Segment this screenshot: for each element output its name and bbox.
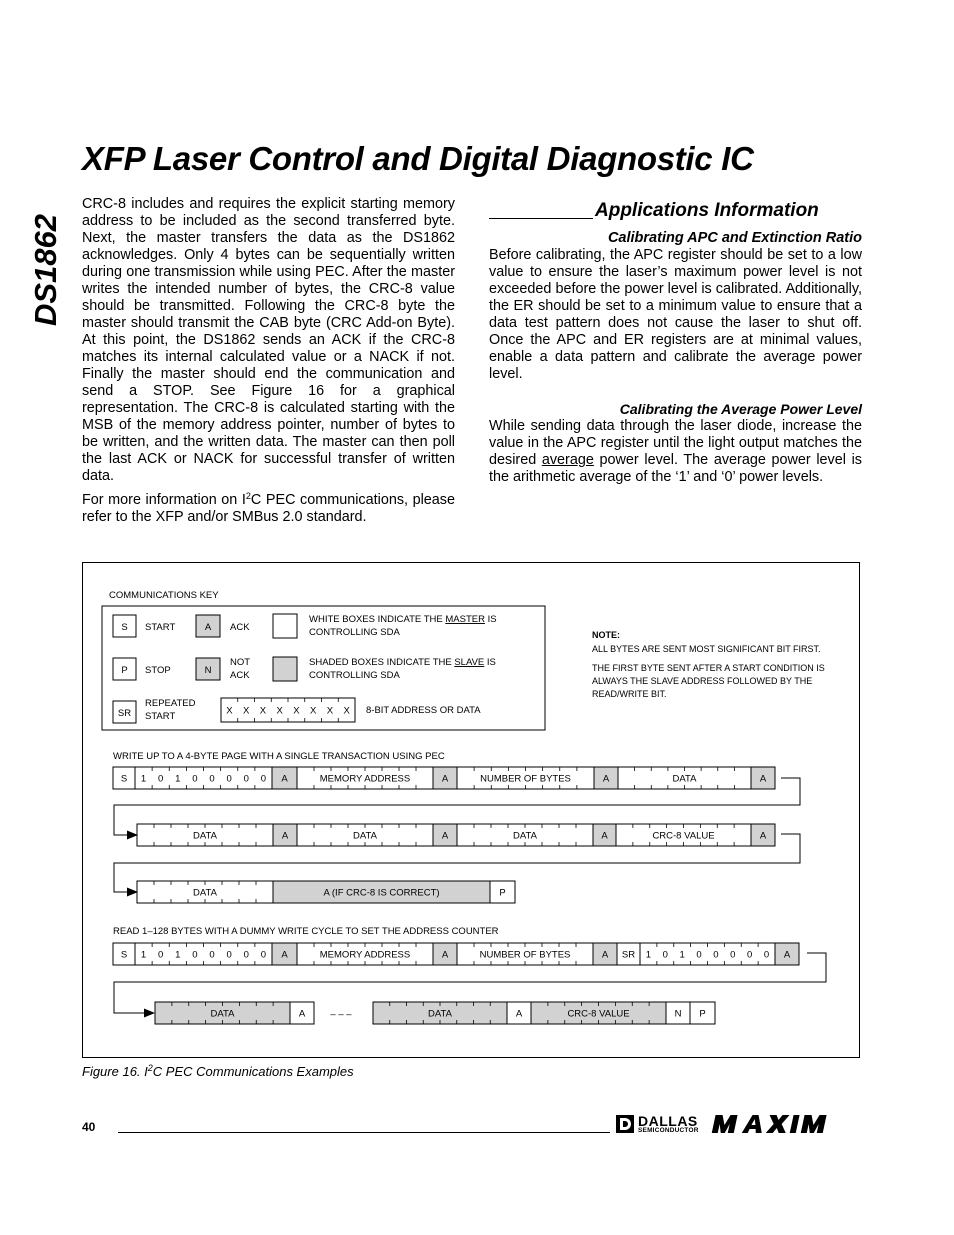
write-data-3-label: DATA — [353, 830, 377, 842]
key-stop-box-text: P — [121, 665, 128, 676]
write-stop-label: P — [499, 887, 506, 899]
subheading-apc-er: Calibrating APC and Extinction Ratio — [607, 230, 862, 246]
more-info-paragraph: For more information on $I^2C$ PEC communications, please refer to the XFP and/or SMBus 2.0 standard. — [82, 491, 456, 525]
key-white-box — [273, 614, 297, 638]
note-line-3: ALWAYS THE SLAVE ADDRESS FOLLOWED BY THE — [592, 676, 813, 686]
write-data-4-label: DATA — [513, 830, 537, 842]
arrow-write-2 — [127, 888, 138, 897]
write-ack-3-label: A — [602, 773, 610, 785]
read-data-1-label: DATA — [210, 1008, 235, 1020]
write-ack-8-label: A — [759, 830, 767, 842]
write-slave-address-bit: 0 — [192, 773, 198, 785]
key-sr-label-1: REPEATED — [145, 698, 196, 709]
key-8bit-x: X — [276, 705, 283, 717]
read-slave-address-read-bit: 0 — [696, 949, 702, 961]
read-slave-address-read-bit: 1 — [645, 949, 652, 961]
average-power-paragraph: While sending data through the laser diode, increase the value in the APC register until the light output matches the desired average power level. The average power level is the arithmetic average of the ‘1’ and ‘0’ power levels. — [489, 418, 862, 485]
read-slave-address-read-bit: 0 — [713, 949, 719, 961]
write-memory-address-label: MEMORY ADDRESS — [319, 773, 411, 785]
read-start-label: S — [120, 949, 128, 961]
read-sequence-title: READ 1–128 BYTES WITH A DUMMY WRITE CYCLE TO SET THE ADDRESS COUNTER — [113, 926, 499, 937]
arrow-write-1 — [127, 831, 138, 840]
key-nack-label-1: NOT — [230, 657, 251, 668]
write-ack-7-label: A — [601, 830, 608, 842]
left-column — [82, 196, 455, 526]
write-slave-address-bit: 0 — [260, 773, 267, 785]
subheading-average-power: Calibrating the Average Power Level — [619, 401, 862, 417]
note-line-4: READ/WRITE BIT. — [592, 689, 667, 699]
pec-communications-diagram — [82, 562, 860, 1058]
read-ack-3-label: A — [601, 949, 609, 961]
write-ack-4-label: A — [759, 773, 767, 785]
write-slave-address-bit: 0 — [209, 773, 215, 785]
write-data-1-label: DATA — [672, 773, 697, 785]
write-ack-5-label: A — [281, 830, 289, 842]
write-sequence-title: WRITE UP TO A 4-BYTE PAGE WITH A SINGLE TRANSACTION USING PEC — [113, 751, 445, 762]
key-ack-label: ACK — [230, 622, 250, 633]
read-ack-4-label: A — [783, 949, 791, 961]
key-8bit-x: X — [226, 705, 233, 717]
read-continuation-dashes: – – – — [330, 1009, 352, 1020]
write-slave-address-bit: 0 — [158, 773, 164, 785]
read-repeated-start-label: SR — [621, 949, 636, 961]
key-title: COMMUNICATIONS KEY — [109, 590, 219, 601]
right-column — [489, 198, 862, 486]
page-title: XFP Laser Control and Digital Diagnostic IC — [82, 140, 754, 177]
applications-heading-text: Applications Information — [595, 200, 819, 221]
key-8bit-x: X — [293, 705, 300, 717]
read-slave-address-write-bit: 1 — [140, 949, 147, 961]
read-slave-address-read-bit: 0 — [730, 949, 736, 961]
key-shaded-box — [273, 657, 297, 681]
crc8-paragraph: CRC-8 includes and requires the explicit starting memory address to be included as the second transferred byte. Next, the master transfers the data as the DS1862 acknowledges. Only 4 bytes can be sequentially written during one transmission while using PEC. After the master writes the intended number of bytes, the CRC-8 value should be transmitted. Following the CRC-8 byte the master should transmit the CAB byte (CRC Add-on Byte). At this point, the DS1862 sends an ACK if the CRC-8 matches its internal calculated value or a NACK if not. Finally the master should end the communication and send a STOP. See Figure 16 for a graphical representation. The CRC-8 is calculated starting with the MSB of the memory address pointer, number of bytes to be written, and the written data. The master can then poll the last ACK or NACK for successful transfer of written data. — [82, 196, 455, 484]
key-nack-label-2: ACK — [230, 670, 250, 681]
read-slave-address-write-bit: 1 — [175, 949, 181, 961]
read-slave-address-write-bit: 0 — [158, 949, 164, 961]
read-slave-address-write-bit: 0 — [192, 949, 198, 961]
side-part-number-text: DS1862 — [28, 213, 63, 327]
key-8bit-x: X — [309, 705, 317, 717]
arrow-read-1 — [144, 1009, 155, 1018]
dallas-semiconductor-logo: DALLAS SEMICONDUCTOR — [616, 1113, 704, 1137]
side-part-number — [26, 200, 66, 340]
read-slave-address-write-bit: 0 — [209, 949, 215, 961]
read-slave-address-write-bit: 0 — [260, 949, 267, 961]
read-crc8-value-label: CRC-8 VALUE — [567, 1008, 630, 1020]
read-number-of-bytes-label: NUMBER OF BYTES — [479, 949, 571, 961]
key-start-label: START — [145, 622, 176, 633]
page-number: 40 — [82, 1120, 96, 1134]
write-ack-1-label: A — [281, 773, 288, 785]
figure-caption: Figure 16. $I^2C$ PEC Communications Examples — [82, 1063, 354, 1079]
key-stop-label: STOP — [145, 665, 171, 676]
read-slave-address-write-bit: 0 — [226, 949, 232, 961]
write-number-of-bytes-label: NUMBER OF BYTES — [480, 773, 571, 785]
read-slave-address-read-bit: 0 — [763, 949, 770, 961]
write-slave-address-bit: 1 — [175, 773, 181, 785]
write-start-label: S — [120, 773, 128, 785]
sequence-layer — [113, 698, 799, 1024]
read-ack-1-label: A — [281, 949, 288, 961]
read-slave-address-write-bit: 0 — [243, 949, 249, 961]
read-memory-address-label: MEMORY ADDRESS — [319, 949, 411, 961]
write-crc8-value-label: CRC-8 VALUE — [652, 830, 715, 842]
write-data-2-label: DATA — [193, 830, 217, 842]
note-line-2: THE FIRST BYTE SENT AFTER A START CONDITION IS — [592, 663, 825, 673]
read-stop-label: P — [699, 1008, 706, 1020]
key-white-label-1: WHITE BOXES INDICATE THE MASTER IS — [309, 614, 497, 625]
key-shaded-label-2: CONTROLLING SDA — [309, 670, 400, 681]
write-slave-address-bit: 0 — [243, 773, 249, 785]
key-sr-box-text: SR — [117, 708, 132, 719]
key-nack-box-text: N — [204, 665, 212, 676]
read-slave-address-read-bit: 0 — [662, 949, 668, 961]
note-title: NOTE: — [592, 630, 620, 640]
key-8bit-x: X — [326, 705, 334, 717]
write-ack-6-label: A — [441, 830, 449, 842]
key-8bit-x: X — [259, 705, 267, 717]
write-slave-address-bit: 0 — [226, 773, 232, 785]
key-start-box-text: S — [121, 622, 128, 633]
maxim-logo — [710, 1113, 860, 1135]
write-ack-if-crc-label: A (IF CRC-8 IS CORRECT) — [323, 887, 440, 899]
read-ack-2-label: A — [441, 949, 449, 961]
key-shaded-label-1: SHADED BOXES INDICATE THE SLAVE IS — [309, 657, 496, 668]
read-ack-5-label: A — [298, 1008, 306, 1020]
flow-arrowheads — [127, 831, 155, 1018]
key-8bit-x: X — [242, 705, 250, 717]
key-white-label-2: CONTROLLING SDA — [309, 627, 400, 638]
key-ack-box-text: A — [204, 622, 212, 633]
read-ack-6-label: A — [515, 1008, 523, 1020]
read-slave-address-read-bit: 1 — [679, 949, 685, 961]
read-slave-address-read-bit: 0 — [747, 949, 753, 961]
write-data-5-label: DATA — [193, 887, 217, 899]
applications-heading — [489, 198, 862, 222]
read-nack-label: N — [674, 1008, 682, 1020]
dallas-mark-icon — [616, 1115, 634, 1133]
key-8bit-x: X — [343, 705, 350, 717]
key-8bit-label: 8-BIT ADDRESS OR DATA — [366, 705, 481, 716]
heading-rule — [489, 218, 593, 219]
read-data-2-label: DATA — [428, 1008, 452, 1020]
write-ack-2-label: A — [441, 773, 449, 785]
calibrating-paragraph: Before calibrating, the APC register should be set to a low value to ensure the laser’s maximum power level is not exceeded before the power level is calibrated. Additionally, the ER should be set to a minimum value to ensure that a data test pattern does not cause the laser to shut off. Once the APC and ER registers are at minimal values, enable a data pattern and calibrate the average power level. — [489, 247, 862, 382]
key-sr-label-2: START — [145, 711, 176, 722]
footer-rule — [118, 1132, 610, 1133]
write-slave-address-bit: 1 — [140, 773, 147, 785]
note-line-1: ALL BYTES ARE SENT MOST SIGNIFICANT BIT FIRST. — [592, 644, 821, 654]
